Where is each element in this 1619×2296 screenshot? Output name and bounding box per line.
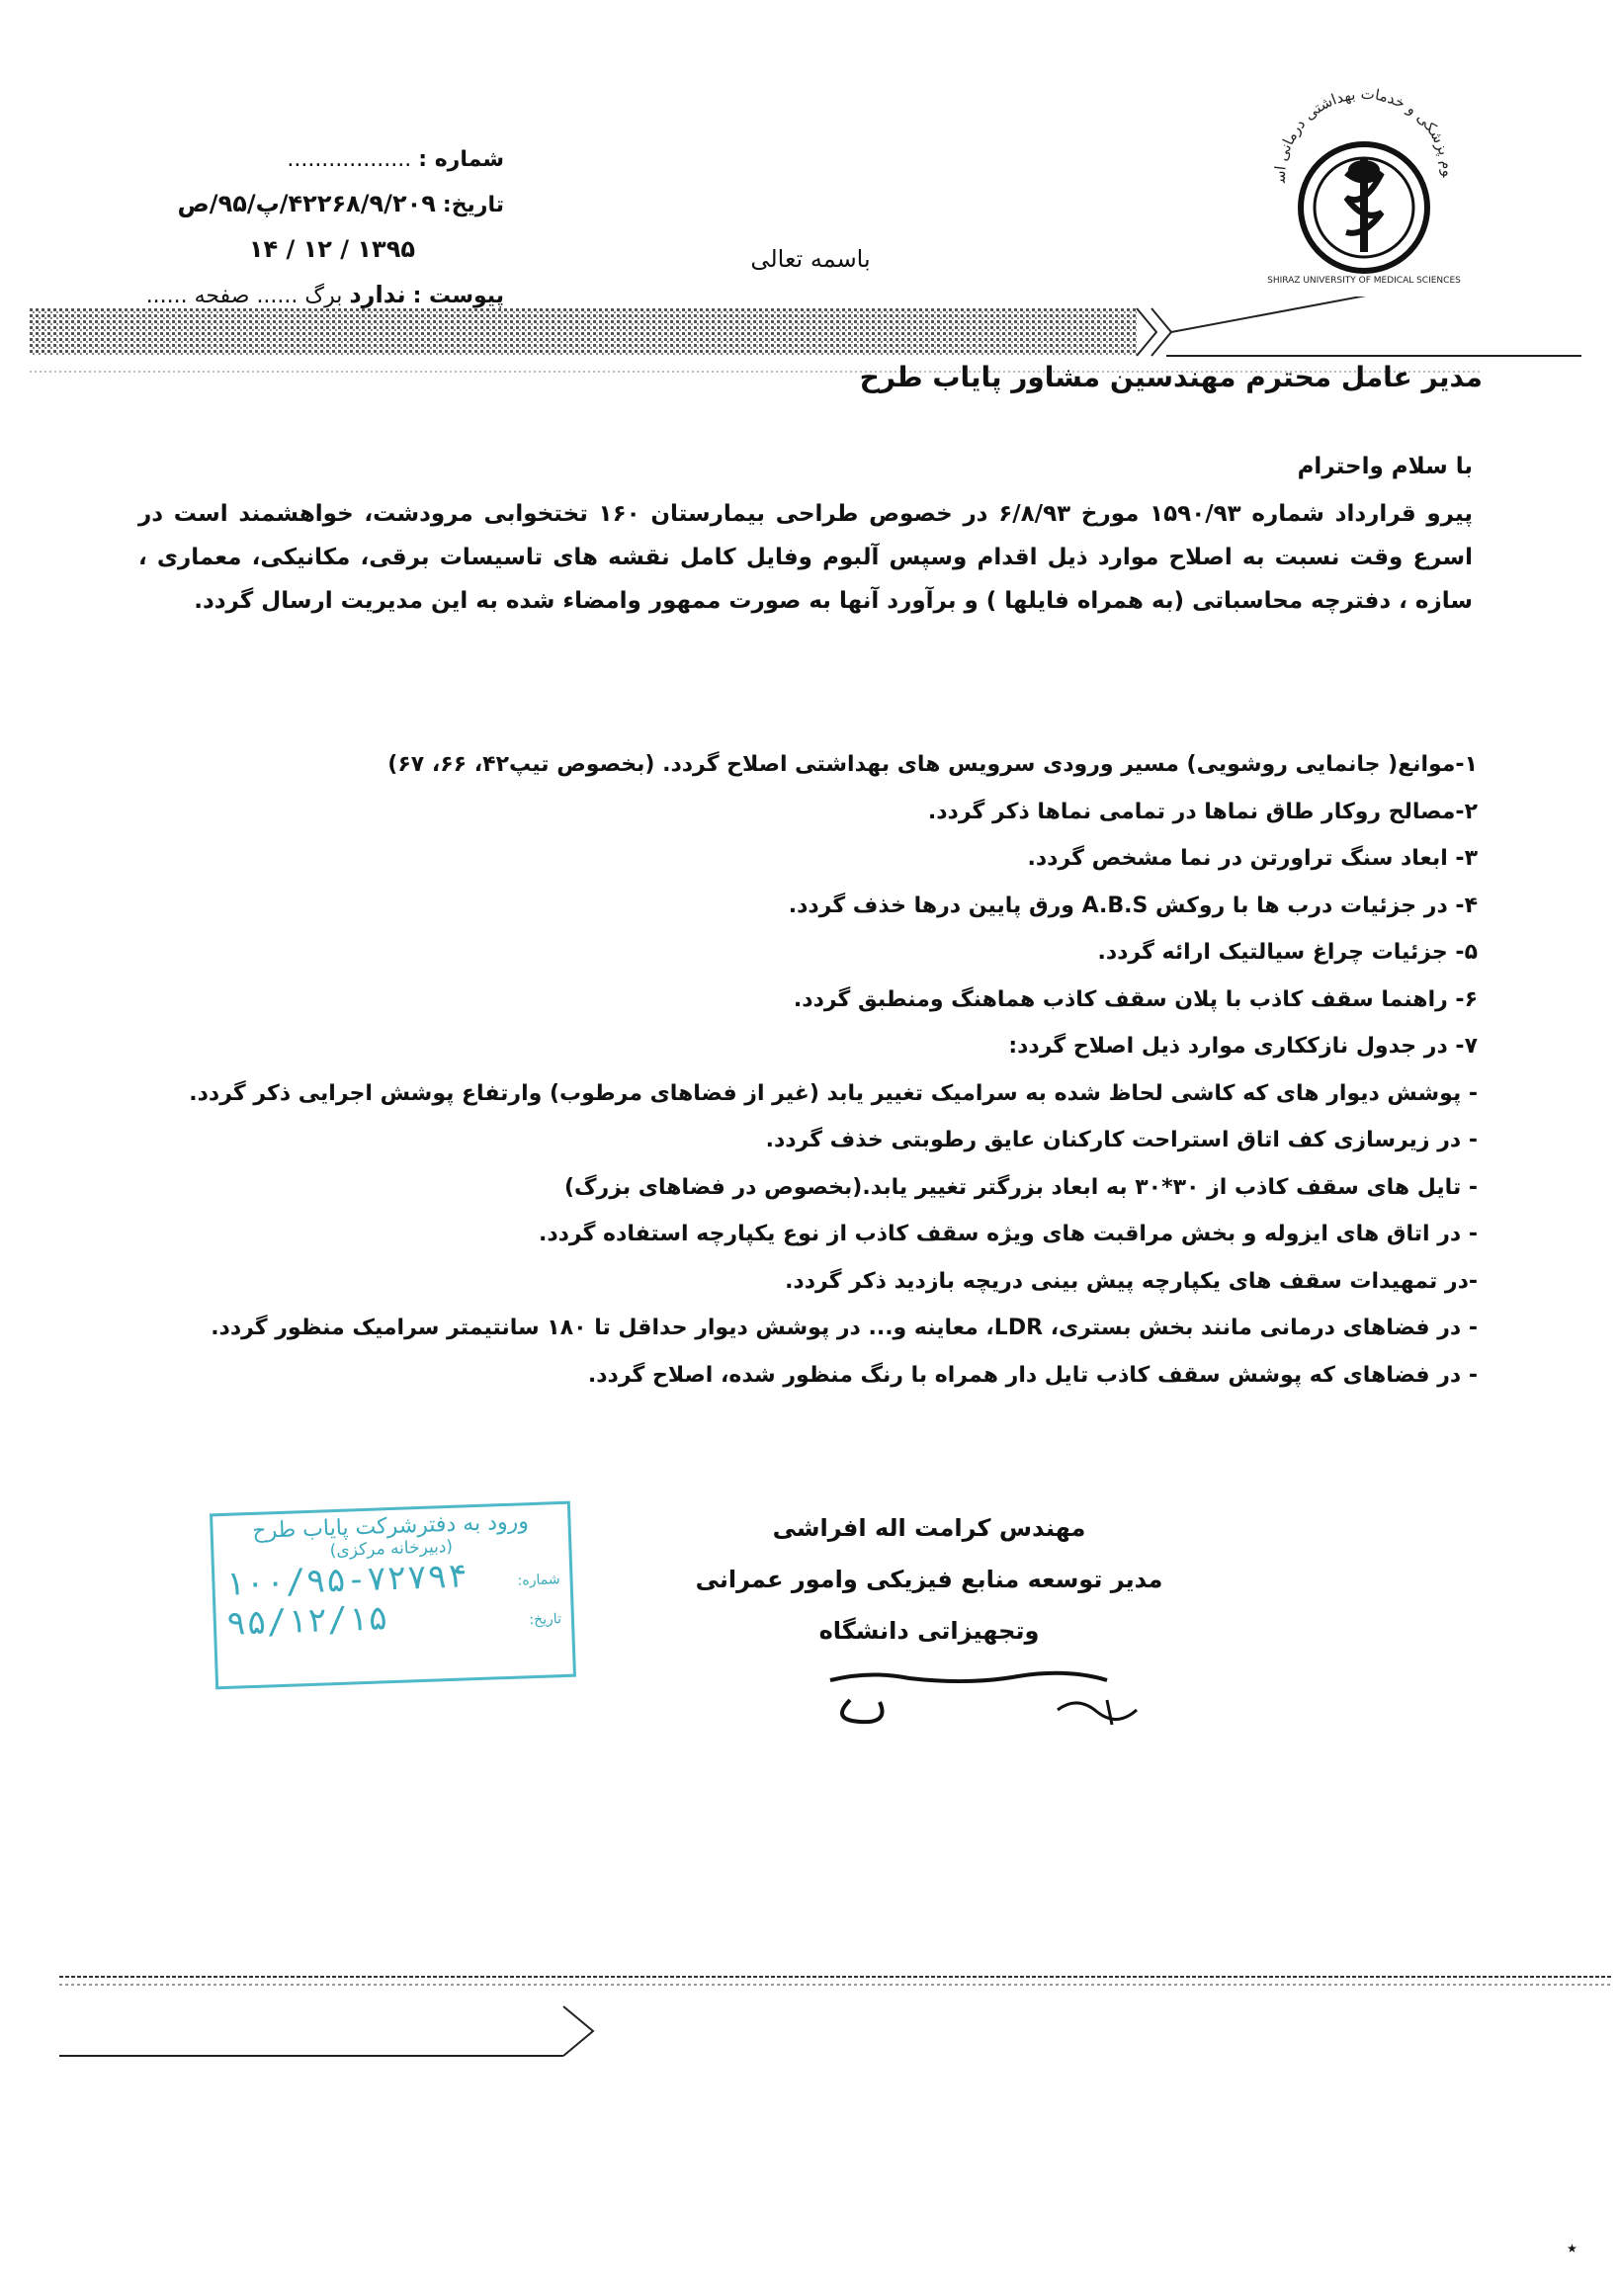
list-item: ۱-موانع( جانمایی روشویی) مسیر ورودی سرویس های بهداشتی اصلاح گردد. (بخصوص تیپ۴۲، ۶۶، ۶۷) <box>387 752 1478 777</box>
list-item: - پوشش دیوار های که کاشی لحاظ شده به سرامیک تغییر یابد (غیر از فضاهای مرطوب) وارتفاع پوشش اجرایی ذکر گردد. <box>189 1080 1478 1106</box>
date-value-2: ۱۳۹۵ / ۱۲ / ۱۴ <box>248 235 415 263</box>
date-value: ۴۲۲۶۸/۹/۲۰۹/پ/۹۵/ص <box>177 190 436 217</box>
bismillah: باسمه تعالی <box>750 245 871 273</box>
greeting: با سلام واحترام <box>1297 454 1473 479</box>
number-label: شماره : <box>418 147 504 172</box>
list-item: - در فضاهای که پوشش سقف کاذب تایل دار همراه با رنگ منظور شده، اصلاح گردد. <box>587 1362 1478 1388</box>
stamp-number-value: ۱۰۰/۹۵-۷۲۷۹۴ <box>223 1556 469 1604</box>
signature-block <box>692 1502 1166 1657</box>
date-label: تاریخ: <box>442 193 504 217</box>
university-logo <box>1255 59 1473 287</box>
signer-title: مدیر توسعه منابع فیزیکی وامور عمرانی <box>695 1566 1163 1593</box>
date-row <box>148 182 504 227</box>
list-item: - در زیرسازی کف اتاق استراحت کارکنان عایق رطوبتی خذف گردد. <box>765 1128 1478 1152</box>
date-row-2 <box>148 227 504 273</box>
recipient: مدیر عامل محترم مهندسین مشاور پایاب طرح <box>859 361 1483 393</box>
signer-title-2: وتجهیزاتی دانشگاه <box>818 1617 1040 1645</box>
attachment-label: پیوست : <box>412 284 504 308</box>
attachment-pages: برگ ...... صفحه ...... <box>145 284 343 308</box>
list-item: - تایل های سقف کاذب از ۳۰*۳۰ به ابعاد بزرگتر تغییر یابد.(بخصوص در فضاهای بزرگ) <box>563 1174 1478 1200</box>
attachment-value: ندارد <box>349 281 406 308</box>
receipt-stamp <box>210 1501 576 1690</box>
list-item: ۶- راهنما سقف کاذب با پلان سقف کاذب هماهنگ ومنطبق گردد. <box>793 986 1478 1012</box>
number-value: .................. <box>287 147 412 172</box>
list-item: ۲-مصالح روکار طاق نماها در تمامی نماها ذکر گردد. <box>927 799 1478 824</box>
list-item: -در تمهیدات سقف های یکپارچه پیش بینی دریچه بازدید ذکر گردد. <box>785 1268 1478 1294</box>
body-paragraph: پیرو قرارداد شماره ۱۵۹۰/۹۳ مورخ ۶/۸/۹۳ در خصوص طراحی بیمارستان ۱۶۰ تختخوابی مرودشت، خواهشمند است در اسرع وقت نسبت به اصلاح موارد ذیل اقدام وسپس آلبوم وفایل کامل نقشه های تاسیسات برقی، مکانیکی، معماری ، سازه ، دفترچه محاسباتی (به همراه فایلها ) و برآورد آنها به صورت ممهور وامضاء شده به این مدیریت ارسال گردد. <box>138 501 1473 614</box>
letter-metadata <box>145 138 504 318</box>
logo-arc-text: وم پزشکی و خدمات بهداشتی درمانی اس <box>1270 84 1458 184</box>
stamp-subtitle: (دبیرخانه مرکزی) <box>329 1536 454 1562</box>
handwritten-signature <box>810 1641 1166 1740</box>
list-item: ۷- در جدول نازککاری موارد ذیل اصلاح گردد: <box>1008 1034 1478 1059</box>
stamp-date-label: تاریخ: <box>529 1611 562 1629</box>
list-item: - در اتاق های ایزوله و بخش مراقبت های ویژه سقف کاذب از نوع یکپارچه استفاده گردد. <box>538 1222 1478 1246</box>
footer-band <box>0 1957 1619 2085</box>
signer-name: مهندس کرامت اله افراشی <box>772 1514 1086 1542</box>
stamp-date-value: ۹۵/۱۲/۱۵ <box>225 1598 389 1644</box>
logo-bottom-text: SHIRAZ UNIVERSITY OF MEDICAL SCIENCES <box>1267 276 1461 286</box>
list-item: ۵- جزئیات چراغ سیالتیک ارائه گردد. <box>1097 940 1478 965</box>
number-row <box>148 138 504 182</box>
stamp-number-label: شماره: <box>517 1572 560 1589</box>
correction-list <box>189 741 1478 1399</box>
stamp-title: ورود به دفترشرکت پایاب طرح <box>251 1509 530 1544</box>
page-mark: ٭ <box>1567 2236 1577 2259</box>
list-item: ۴- در جزئیات درب ها با روکش A.B.S ورق پایین درها خذف گردد. <box>788 893 1478 918</box>
list-item: - در فضاهای درمانی مانند بخش بستری، LDR، معاینه و... در پوشش دیوار حداقل تا ۱۸۰ سانتیمتر سرامیک منظور گردد. <box>211 1316 1478 1340</box>
list-item: ۳- ابعاد سنگ تراورتن در نما مشخص گردد. <box>1027 846 1478 871</box>
letter-body <box>138 445 1473 623</box>
